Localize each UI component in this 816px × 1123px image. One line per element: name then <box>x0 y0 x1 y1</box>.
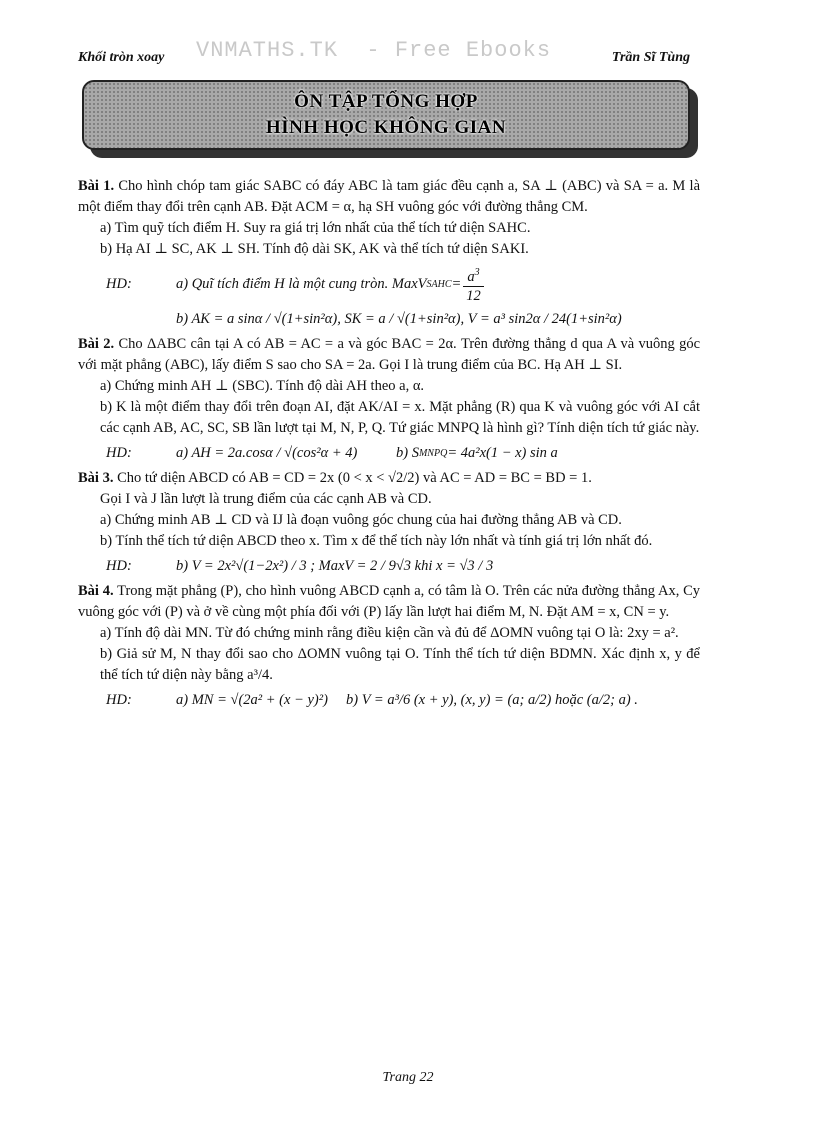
hint-formula: b) V = a³/6 (x + y), (x, y) = (a; a/2) hoặc (a/2; a) . <box>346 692 638 708</box>
title-line-1: ÔN TẬP TỔNG HỢP <box>294 91 478 112</box>
watermark: VNMATHS.TK - Free Ebooks <box>196 38 552 63</box>
problem-part: a) Chứng minh AH ⊥ (SBC). Tính độ dài AH theo a, α. <box>100 378 425 394</box>
problem-label: Bài 3. <box>78 470 114 486</box>
problem-part: b) Hạ AI ⊥ SC, AK ⊥ SH. Tính độ dài SK, AK và thể tích tứ diện SAKI. <box>100 241 529 257</box>
problem-label: Bài 1. <box>78 178 115 194</box>
problem-part: b) Tính thể tích tứ diện ABCD theo x. Tìm x để thể tích này lớn nhất và tính giá trị lớn nhất đó. <box>100 533 653 549</box>
hint-subscript: SAHC <box>426 279 452 290</box>
problem-2 <box>78 334 700 376</box>
hint-line: HD: a) Quĩ tích điểm H là một cung tròn. MaxV SAHC = $\frac{a^3}{12}$ <box>78 264 700 305</box>
problem-part: b) Giả sử M, N thay đổi sao cho ΔOMN vuông tại O. Tính thể tích tứ diện BDMN. Xác định x, y để thể tích tứ diện này bằng a³/4. <box>100 646 700 683</box>
hint-text: a) Quĩ tích điểm H là một cung tròn. MaxV <box>176 276 427 292</box>
problem-text: Cho tứ diện ABCD có AB = CD = 2x (0 < x < √2/2) và AC = AD = BC = BD = 1. <box>117 470 592 486</box>
problem-part: a) Tìm quỹ tích điểm H. Suy ra giá trị lớn nhất của thể tích tứ diện SAHC. <box>100 220 531 236</box>
hint-formula: = 4a²x(1 − x) sin a <box>447 445 558 461</box>
problem-part: a) Chứng minh AB ⊥ CD và IJ là đoạn vuông góc chung của hai đường thẳng AB và CD. <box>100 512 622 528</box>
page-number: Trang 22 <box>382 1070 434 1085</box>
fraction: $\frac{a^3}{12}$ <box>463 264 484 305</box>
hint-line <box>78 443 700 464</box>
problem-label: Bài 4. <box>78 583 114 599</box>
hint-formula: a) AH = 2a.cosα / √(cos²α + 4) <box>176 445 358 461</box>
hint-line <box>78 309 700 330</box>
problem-text: Trong mặt phẳng (P), cho hình vuông ABCD cạnh a, có tâm là O. Trên các nửa đường thẳng Ax, Cy vuông góc với (P) và ở về cùng một phía đối với (P) lấy lần lượt hai điểm M, N. Đặt AM = x, CN = y. <box>78 583 700 620</box>
problem-label: Bài 2. <box>78 336 115 352</box>
hint-line <box>78 556 700 577</box>
title-line-2: HÌNH HỌC KHÔNG GIAN <box>265 117 507 138</box>
problem-text: Cho ΔABC cân tại A có AB = AC = a và góc BAC = 2α. Trên đường thẳng d qua A và vuông góc với mặt phẳng (ABC), lấy điểm S sao cho SA = 2a. Gọi I là trung điểm của BC. Hạ AH ⊥ SI. <box>78 336 701 373</box>
hint-formula: b) AK = a sinα / √(1+sin²α), SK = a / √(1+sin²α), V = a³ sin2α / 24(1+sin²α) <box>176 311 622 327</box>
problem-part: b) K là một điểm thay đổi trên đoạn AI, đặt AK/AI = x. Mặt phẳng (R) qua K và vuông góc với AI cắt các cạnh AB, AC, SC, SB lần lượt tại M, N, P, Q. Tứ giác MNPQ là hình gì? Tính diện tích tứ giác này. <box>100 399 700 436</box>
page-content <box>78 176 700 715</box>
header-chapter-title: Khối tròn xoay <box>78 50 165 65</box>
hint-label: HD: <box>106 276 132 292</box>
problem-text: Cho hình chóp tam giác SABC có đáy ABC là tam giác đều cạnh a, SA ⊥ (ABC) và SA = a. M là một điểm thay đổi trên cạnh AB. Đặt ACM = α, hạ SH vuông góc với đường thẳng CM. <box>78 178 701 215</box>
hint-formula: b) S <box>396 445 419 461</box>
problem-1 <box>78 176 700 218</box>
hint-formula: a) MN = √(2a² + (x − y)²) <box>176 692 328 708</box>
hint-label: HD: <box>106 558 132 574</box>
problem-part: a) Tính độ dài MN. Từ đó chứng minh rằng điều kiện cần và đủ để ΔOMN vuông tại O là: 2xy = a². <box>100 625 679 641</box>
problem-part: Gọi I và J lần lượt là trung điểm của các cạnh AB và CD. <box>100 491 432 507</box>
hint-line <box>78 690 700 711</box>
problem-4 <box>78 581 700 623</box>
hint-formula: b) V = 2x²√(1−2x²) / 3 ; MaxV = 2 / 9√3 khi x = √3 / 3 <box>176 558 494 574</box>
problem-3 <box>78 468 700 489</box>
title-box <box>82 80 690 150</box>
hint-label: HD: <box>106 692 132 708</box>
hint-label: HD: <box>106 445 132 461</box>
hint-subscript: MNPQ <box>418 448 448 459</box>
header-author: Trần Sĩ Tùng <box>611 50 690 65</box>
